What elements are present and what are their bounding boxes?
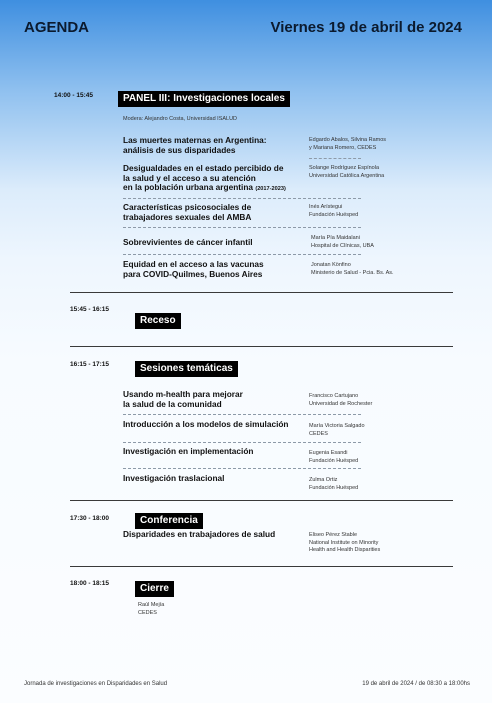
talk-title: Investigación en implementación xyxy=(123,446,254,456)
talk-title: Disparidades en trabajadores de salud xyxy=(123,529,276,539)
talk-title: Introducción a los modelos de simulación xyxy=(123,419,289,429)
conferencia-badge: Conferencia xyxy=(135,513,203,529)
talk-speaker: Eliseo Pérez Stable National Institute on Minority Health and Health Disparities xyxy=(309,532,381,553)
panel-time: 14:00 - 15:45 xyxy=(54,92,94,99)
section-divider xyxy=(70,566,453,567)
divider xyxy=(123,227,361,228)
sesiones-time: 16:15 - 17:15 xyxy=(70,361,110,368)
section-divider xyxy=(70,292,453,293)
talk-title: Equidad en el acceso a las vacunas para COVID-Quilmes, Buenos Aires xyxy=(123,259,264,279)
talk-speaker: María Pía Maidalani Hospital de Clínicas, UBA xyxy=(311,235,374,249)
talk-speaker: Zulma Ortiz Fundación Huésped xyxy=(309,477,359,491)
talk-speaker: Jonatan Könfino Ministerio de Salud - Pcia. Bs. As. xyxy=(311,262,394,276)
talk-title: Características psicosociales de trabajadores sexuales del AMBA xyxy=(123,202,252,222)
talk-title: Desigualdades en el estado percibido de la salud y el acceso a su atención en la población urbana argentina (2017-2023) xyxy=(123,163,286,193)
divider xyxy=(123,468,361,469)
cierre-badge: Cierre xyxy=(135,581,174,597)
cierre-speaker: Raúl Mejía CEDES xyxy=(138,602,165,616)
talk-title: Sobrevivientes de cáncer infantil xyxy=(123,237,253,247)
panel-badge: PANEL III: Investigaciones locales xyxy=(118,91,290,107)
divider xyxy=(123,254,361,255)
talk-speaker: Eugenia Esandi Fundación Huésped xyxy=(309,450,359,464)
divider xyxy=(123,414,361,415)
conferencia-time: 17:30 - 18:00 xyxy=(70,515,110,522)
panel-moderator: Modera: Alejandro Costa, Universidad ISALUD xyxy=(123,116,238,122)
divider xyxy=(123,442,361,443)
section-divider xyxy=(70,500,453,501)
sesiones-badge: Sesiones temáticas xyxy=(135,361,238,377)
talk-title: Investigación traslacional xyxy=(123,473,225,483)
talk-speaker: Inés Arístegui Fundación Huésped xyxy=(309,204,359,218)
footer-date: 19 de abril de 2024 / de 08:30 a 18:00hs xyxy=(362,681,470,687)
talk-speaker: Solange Rodríguez Espínola Universidad Católica Argentina xyxy=(309,165,385,179)
talk-speaker: Francisco Cartujano Universidad de Rochester xyxy=(309,393,373,407)
agenda-heading: AGENDA xyxy=(24,19,90,36)
talk-speaker: María Victoria Salgado CEDES xyxy=(309,423,365,437)
section-divider xyxy=(70,346,453,347)
talk-title: Las muertes maternas en Argentina: análisis de sus disparidades xyxy=(123,135,267,155)
footer-event: Jornada de investigaciones en Disparidades en Salud xyxy=(24,681,168,687)
divider xyxy=(309,158,361,159)
talk-title: Usando m-health para mejorar la salud de la comunidad xyxy=(123,389,243,409)
cierre-time: 18:00 - 18:15 xyxy=(70,580,110,587)
divider xyxy=(123,198,361,199)
receso-time: 15:45 - 16:15 xyxy=(70,306,110,313)
date-heading: Viernes 19 de abril de 2024 xyxy=(270,19,462,36)
talk-speaker: Edgardo Abalos, Silvina Ramos y Mariana Romero, CEDES xyxy=(309,137,387,151)
receso-badge: Receso xyxy=(135,313,181,329)
